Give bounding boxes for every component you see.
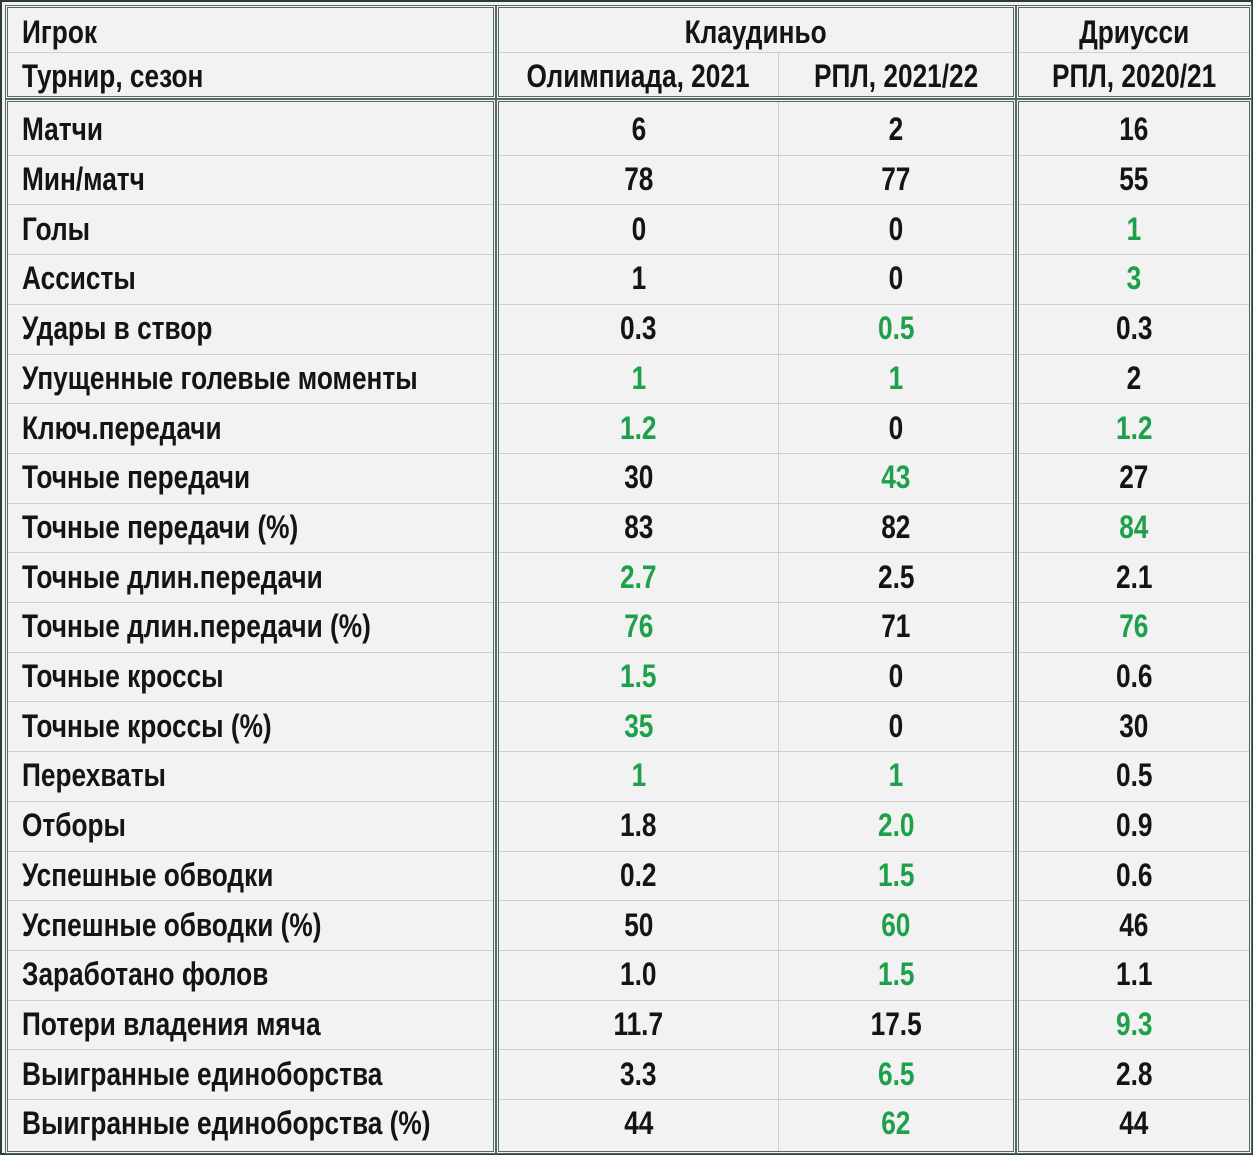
- table-cell: 62: [881, 1105, 911, 1142]
- table-cell: 0.2: [620, 856, 657, 893]
- table-cell: 2.7: [620, 558, 657, 595]
- table-cell: 6.5: [877, 1055, 915, 1092]
- table-cell: 0: [888, 210, 904, 247]
- table-cell: 1.2: [620, 409, 657, 446]
- row-label: Заработано фолов: [22, 956, 269, 993]
- player1-name: Клаудиньо: [684, 13, 828, 50]
- table-cell: 2.5: [877, 558, 915, 595]
- row-label: Точные длин.передачи: [22, 558, 323, 595]
- table-cell: 3: [1126, 260, 1142, 297]
- table-cell: 0.3: [620, 310, 657, 347]
- table-cell: 1: [631, 757, 646, 794]
- table-cell: 76: [1119, 608, 1149, 645]
- row-label: Ключ.передачи: [22, 409, 222, 446]
- table-cell: 2: [1126, 359, 1142, 396]
- player-header-label: Игрок: [22, 13, 97, 50]
- table-cell: 1.5: [877, 856, 915, 893]
- row-label: Удары в створ: [22, 310, 213, 347]
- table-cell: 76: [623, 608, 654, 645]
- column-header-rpl-2021-22: РПЛ, 2021/22: [813, 57, 979, 94]
- table-cell: 60: [881, 906, 911, 943]
- table-cell: 77: [881, 161, 911, 198]
- row-label: Точные длин.передачи (%): [22, 608, 371, 645]
- table-cell: 82: [881, 508, 911, 545]
- row-label: Матчи: [22, 111, 103, 148]
- table-cell: 2.1: [1115, 558, 1153, 595]
- table-cell: 71: [881, 608, 911, 645]
- row-label: Точные передачи: [22, 459, 251, 496]
- table-cell: 16: [1119, 111, 1149, 148]
- table-cell: 50: [623, 906, 654, 943]
- table-cell: 0: [631, 210, 646, 247]
- row-label: Ассисты: [22, 260, 136, 297]
- table-cell: 1: [631, 359, 646, 396]
- row-label: Успешные обводки: [22, 856, 274, 893]
- row-label: Успешные обводки (%): [22, 906, 322, 943]
- row-label: Мин/матч: [22, 161, 145, 198]
- table-cell: 1: [1126, 210, 1142, 247]
- row-label: Точные кроссы: [22, 658, 224, 695]
- table-cell: 1.0: [620, 956, 657, 993]
- table-cell: 27: [1119, 459, 1149, 496]
- table-cell: 55: [1119, 161, 1149, 198]
- column-header-olympics-2021: Олимпиада, 2021: [526, 57, 751, 94]
- table-cell: 0.9: [1115, 807, 1153, 844]
- table-cell: 1.8: [620, 807, 657, 844]
- table-cell: 1: [888, 757, 904, 794]
- row-label: Упущенные голевые моменты: [22, 359, 418, 396]
- table-cell: 0: [888, 658, 904, 695]
- player2-name: Дриусси: [1078, 13, 1190, 50]
- table-cell: 0.3: [1115, 310, 1153, 347]
- table-cell: 1.5: [877, 956, 915, 993]
- table-cell: 44: [623, 1105, 654, 1142]
- table-cell: 83: [623, 508, 654, 545]
- table-cell: 35: [623, 707, 654, 744]
- table-cell: 46: [1119, 906, 1149, 943]
- table-cell: 0: [888, 260, 904, 297]
- table-cell: 17.5: [870, 1005, 922, 1042]
- row-label: Перехваты: [22, 757, 166, 794]
- table-cell: 44: [1119, 1105, 1149, 1142]
- table-cell: 1: [631, 260, 646, 297]
- table-cell: 0: [888, 707, 904, 744]
- table-cell: 0.5: [877, 310, 915, 347]
- table-cell: 0.6: [1115, 658, 1153, 695]
- table-cell: 0.6: [1115, 856, 1153, 893]
- row-label: Выигранные единоборства: [22, 1055, 383, 1092]
- table-cell: 2.8: [1115, 1055, 1153, 1092]
- row-label: Выигранные единоборства (%): [22, 1105, 431, 1142]
- table-cell: 2.0: [877, 807, 915, 844]
- row-label: Точные передачи (%): [22, 508, 299, 545]
- table-cell: 0: [888, 409, 904, 446]
- table-cell: 2: [888, 111, 904, 148]
- table-cell: 9.3: [1115, 1005, 1153, 1042]
- table-cell: 11.7: [613, 1005, 664, 1042]
- row-label: Отборы: [22, 807, 126, 844]
- table-cell: 1: [888, 359, 904, 396]
- table-cell: 1.2: [1115, 409, 1153, 446]
- table-cell: 3.3: [620, 1055, 657, 1092]
- tournament-header-label: Турнир, сезон: [22, 57, 204, 94]
- row-label: Точные кроссы (%): [22, 707, 272, 744]
- table-cell: 1.5: [620, 658, 657, 695]
- table-cell: 78: [623, 161, 654, 198]
- table-cell: 43: [881, 459, 911, 496]
- table-cell: 30: [1119, 707, 1149, 744]
- table-cell: 84: [1119, 508, 1149, 545]
- row-label: Потери владения мяча: [22, 1005, 321, 1042]
- table-cell: 1.1: [1115, 956, 1153, 993]
- column-header-rpl-2020-21: РПЛ, 2020/21: [1051, 57, 1217, 94]
- table-cell: 30: [623, 459, 654, 496]
- row-label: Голы: [22, 210, 91, 247]
- table-cell: 0.5: [1115, 757, 1153, 794]
- table-cell: 6: [631, 111, 646, 148]
